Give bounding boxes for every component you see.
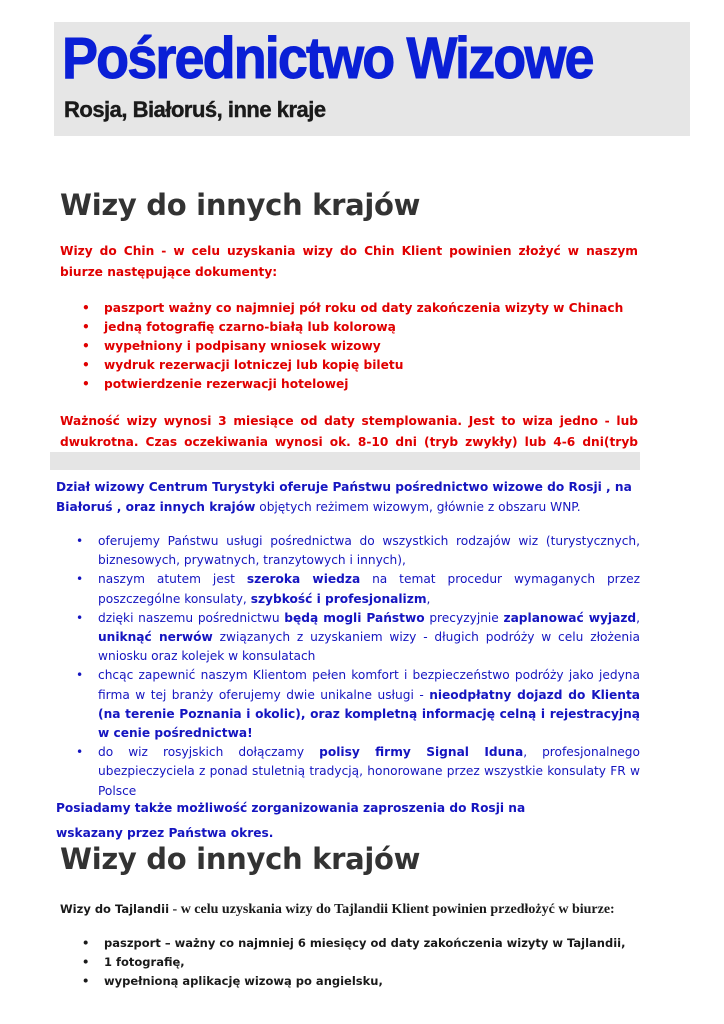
list-item: • wydruk rezerwacji lotniczej lub kopię biletu — [60, 356, 640, 375]
header-banner — [54, 22, 690, 136]
benefit-strong: będą mogli Państwo — [284, 610, 425, 625]
invitation-note: Posiadamy także możliwość zorganizowania zaproszenia do Rosji na wskazany przez Państwa okres. — [56, 801, 526, 840]
list-item: • wypełniony i podpisany wniosek wizowy — [60, 337, 640, 356]
divider-bar — [50, 452, 640, 470]
benefit-text: do wiz rosyjskich dołączamy — [98, 745, 320, 760]
list-item: • 1 fotografię, — [60, 953, 640, 972]
benefit-text: dzięki naszemu pośrednictwu — [98, 610, 285, 625]
benefit-text: na temat procedur wymaganych przez poszczególne konsulaty, — [98, 572, 640, 606]
section-heading-thailand: Wizy do innych krajów — [60, 842, 421, 876]
benefit-text: , — [636, 610, 641, 625]
list-item: • wypełnioną aplikację wizową po angielsku, — [60, 972, 640, 991]
banner-title: Pośrednictwo Wizowe — [62, 26, 593, 91]
china-documents-list — [60, 299, 640, 394]
thailand-intro-label: Wizy do Tajlandii — [60, 902, 170, 916]
benefit-text: , profesjonalnego ubezpieczyciela z ponad stuletnią tradycją, honorowane przez wszystkie konsulaty FR w Polsce — [98, 745, 640, 798]
thailand-documents-list — [60, 934, 640, 991]
benefit-strong: zaplanować wyjazd — [503, 610, 637, 625]
list-item — [60, 609, 640, 667]
benefit-text: chcąc zapewnić naszym Klientom pełen komfort i bezpieczeństwo podróży jako jedyna firma w tej branży oferujemy dwie unikalne usługi - — [98, 668, 640, 702]
banner-subtitle: Rosja, Białoruś, inne kraje — [64, 97, 326, 122]
benefit-strong: polisy firmy Signal Iduna — [319, 745, 524, 760]
thailand-intro-text: - w celu uzyskania wizy do Tajlandii Klient powinien przedłożyć w biurze: — [169, 902, 615, 917]
list-item: • paszport ważny co najmniej pół roku od daty zakończenia wizyty w Chinach — [60, 299, 640, 318]
dept-benefits-list — [60, 532, 640, 801]
benefit-text: precyzyjnie — [424, 610, 504, 625]
list-item — [60, 570, 640, 608]
dept-intro — [56, 477, 640, 517]
list-item: • paszport – ważny co najmniej 6 miesięcy od daty zakończenia wizyty w Tajlandii, — [60, 934, 640, 953]
china-intro: Wizy do Chin - w celu uzyskania wizy do Chin Klient powinien złożyć w naszym biurze następujące dokumenty: — [60, 244, 638, 279]
dept-intro-bold: Dział wizowy Centrum Turystyki oferuje Państwu pośrednictwo wizowe do Rosji , na Białoruś , oraz innych krajów — [56, 480, 632, 514]
thailand-intro — [60, 898, 615, 918]
benefit-text: związanych z uzyskaniem wizy - długich podróży w celu złożenia wniosku oraz kolejek w konsulatach — [98, 630, 640, 664]
section-heading-china: Wizy do innych krajów — [60, 188, 421, 222]
dept-intro-rest: objętych reżimem wizowym, głównie z obszaru WNP. — [255, 500, 581, 514]
list-item — [60, 666, 640, 743]
benefit-text: naszym atutem jest — [98, 572, 247, 587]
benefit-text: , — [426, 591, 431, 606]
list-item: • jedną fotografię czarno-białą lub kolorową — [60, 318, 640, 337]
benefit-strong: nieodpłatny dojazd do Klienta (na terenie Poznania i okolic), oraz kompletną informację celną i rejestracyjną w cenie pośrednictwa! — [98, 687, 641, 741]
benefit-strong: szybkość i profesjonalizm — [250, 591, 427, 606]
list-item: • potwierdzenie rezerwacji hotelowej — [60, 375, 640, 394]
china-validity-note: Ważność wizy wynosi 3 miesiące od daty stemplowania. Jest to wiza jedno - lub dwukrotna. Czas oczekiwania wynosi ok. 8-10 dni (tryb zwykły) lub 4-6 dni(tryb — [60, 414, 638, 449]
benefit-text: oferujemy Państwu usługi pośrednictwa do wszystkich rodzajów wiz (turystycznych, biznesowych, prywatnych, tranzytowych i innych), — [98, 534, 640, 568]
benefit-strong: szeroka wiedza — [246, 572, 361, 587]
benefit-strong: uniknąć nerwów — [98, 630, 213, 645]
list-item — [60, 743, 640, 801]
list-item — [60, 532, 640, 570]
